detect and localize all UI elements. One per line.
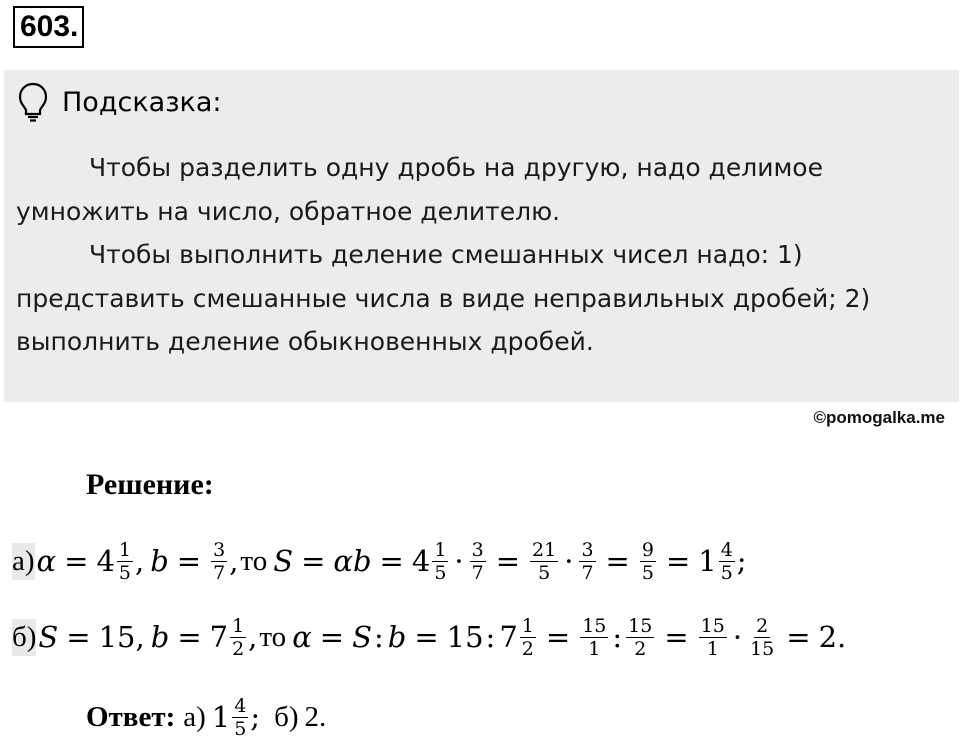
fraction-numerator: 1 <box>434 538 447 561</box>
math-number: 1 <box>211 700 231 734</box>
hint-paragraph: Чтобы выполнить деление смешанных чисел надо: 1) представить смешанные числа в виде неправильных дробей; 2) выполнить деление обыкновенных дробей. <box>16 240 871 356</box>
part-b-label: б) <box>12 619 36 656</box>
math-symbol: , <box>248 620 258 654</box>
math-symbol: S <box>38 620 59 654</box>
fraction-numerator: 1 <box>118 538 131 561</box>
math-symbol: = <box>176 544 202 578</box>
hint-paragraph: Чтобы разделить одну дробь на другую, надо делимое умножить на число, обратное делителю. <box>16 153 823 226</box>
fraction-numerator: 15 <box>700 614 725 637</box>
math-symbol: , <box>229 544 239 578</box>
fraction-denominator: 5 <box>641 561 654 584</box>
math-number: 1 <box>698 544 717 578</box>
math-number: 7 <box>499 620 518 654</box>
fraction <box>748 615 776 660</box>
fraction-numerator: 15 <box>582 614 607 637</box>
math-symbol: b <box>387 620 407 654</box>
part-a-label: а) <box>12 543 35 580</box>
math-symbol: : <box>612 620 623 654</box>
math-symbol: , <box>135 620 145 654</box>
fraction <box>626 615 654 660</box>
math-symbol: = <box>495 544 521 578</box>
fraction <box>211 539 227 584</box>
math-symbol: = <box>301 544 326 578</box>
fraction-denominator: 2 <box>232 637 245 660</box>
math-symbol: b <box>150 620 170 654</box>
fraction-denominator: 1 <box>588 637 601 660</box>
math-number: 15 <box>446 620 484 654</box>
hint-title: Подсказка: <box>62 86 222 118</box>
answer-b-label: б) <box>274 700 299 733</box>
math-symbol: · <box>564 544 574 578</box>
lightbulb-icon <box>18 82 48 122</box>
fraction-numerator: 1 <box>232 614 245 637</box>
math-symbol: α <box>36 544 57 578</box>
hint-box <box>4 70 959 402</box>
fraction-numerator: 4 <box>720 538 733 561</box>
fraction <box>230 615 246 660</box>
fraction-denominator: 7 <box>581 561 594 584</box>
math-number: 4 <box>96 544 115 578</box>
answer-label: Ответ: <box>86 700 176 733</box>
fraction-denominator: 5 <box>434 561 447 584</box>
math-symbol: · <box>732 620 743 654</box>
fraction-numerator: 15 <box>628 614 653 637</box>
math-symbol: = <box>66 620 91 654</box>
fraction-numerator: 4 <box>234 694 247 717</box>
fraction <box>699 615 727 660</box>
math-symbol: = <box>414 620 439 654</box>
math-number: 15 <box>98 620 136 654</box>
fraction-numerator: 3 <box>471 538 484 561</box>
math-symbol: : <box>485 620 496 654</box>
fraction <box>232 695 248 740</box>
fraction-denominator: 5 <box>118 561 131 584</box>
math-number: 4 <box>411 544 431 578</box>
fraction-numerator: 1 <box>521 614 534 637</box>
math-symbol: ; <box>250 700 261 734</box>
watermark: ©pomogalka.me <box>813 408 945 427</box>
math-symbol: = <box>379 544 404 578</box>
answer-line <box>86 684 326 750</box>
math-symbol: , <box>134 544 145 578</box>
fraction-numerator: 2 <box>756 614 769 637</box>
fraction-numerator: 3 <box>213 538 226 561</box>
math-symbol: = <box>319 620 345 654</box>
math-symbol: = <box>545 620 571 654</box>
fraction <box>580 615 608 660</box>
solution-part-b <box>12 604 846 670</box>
fraction <box>470 539 486 584</box>
hint-header <box>18 82 222 122</box>
fraction <box>530 539 558 584</box>
fraction-denominator: 2 <box>521 637 534 660</box>
math-symbol: = <box>786 620 811 654</box>
fraction-numerator: 9 <box>641 538 654 561</box>
fraction <box>640 539 656 584</box>
fraction-denominator: 5 <box>538 561 551 584</box>
fraction-numerator: 21 <box>532 538 557 561</box>
fraction <box>719 539 735 584</box>
math-number: 7 <box>209 620 229 654</box>
text-to: то <box>240 544 268 577</box>
math-symbol: ; <box>736 544 747 578</box>
answer-a-label: а) <box>183 700 206 733</box>
fraction-denominator: 7 <box>471 561 484 584</box>
fraction <box>117 539 133 584</box>
fraction-denominator: 5 <box>234 717 247 740</box>
math-symbol: S <box>352 620 372 654</box>
fraction-denominator: 5 <box>720 561 733 584</box>
math-symbol: αb <box>333 544 372 578</box>
fraction-numerator: 3 <box>581 538 594 561</box>
math-symbol: · <box>454 544 464 578</box>
math-symbol: = <box>605 544 630 578</box>
math-symbol: b <box>150 544 169 578</box>
answer-b-value: 2. <box>304 700 327 733</box>
fraction <box>520 615 536 660</box>
math-symbol: = <box>177 620 202 654</box>
math-number: 2. <box>818 620 847 654</box>
math-symbol: = <box>664 620 689 654</box>
fraction-denominator: 15 <box>750 637 775 660</box>
text-to: то <box>259 620 287 653</box>
fraction-denominator: 1 <box>706 637 719 660</box>
fraction-denominator: 2 <box>634 637 647 660</box>
math-symbol: = <box>64 544 89 578</box>
problem-number: 603. <box>13 6 84 48</box>
solution-heading: Решение: <box>86 468 214 501</box>
solution-part-a <box>12 528 747 594</box>
math-symbol: α <box>292 620 312 654</box>
math-symbol: : <box>373 620 384 654</box>
math-symbol: = <box>665 544 691 578</box>
math-symbol: S <box>273 544 294 578</box>
fraction <box>579 539 595 584</box>
fraction <box>432 539 448 584</box>
fraction-denominator: 7 <box>213 561 226 584</box>
hint-body <box>16 146 951 364</box>
